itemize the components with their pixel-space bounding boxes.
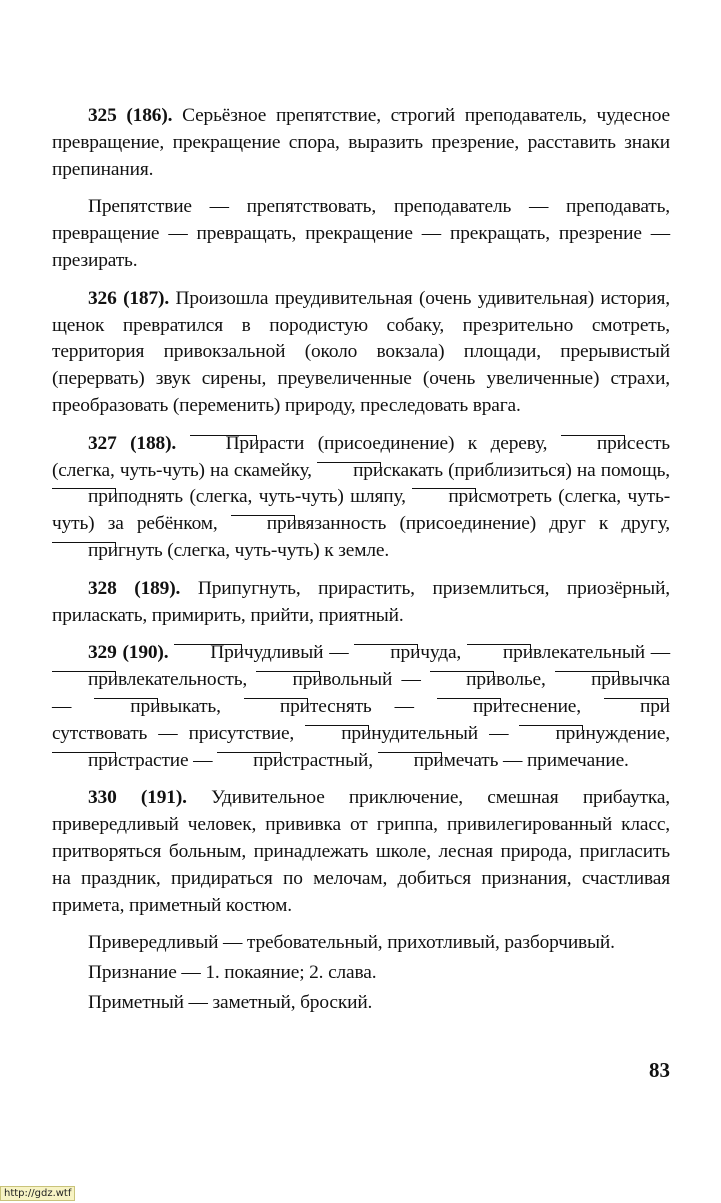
exercise-paragraph <box>52 640 670 774</box>
prefix-mark: при <box>217 748 283 775</box>
exercise-paragraph <box>52 785 670 919</box>
text-segment: Произошла преудивительная (очень удивительная) история, щенок превратился в породистую собаку, презрительно смотреть, территория привокзальной (около вокзала) площади, прерывистый (перервать) звук сирены, преувеличенные (очень увеличенные) страхи, преобразовать (переменить) природу, преследовать врага. <box>52 287 670 416</box>
text-segment: нудительный — <box>371 722 520 744</box>
text-segment: расти (присоединение) к дереву, <box>259 432 561 454</box>
text-segment: волье, <box>496 669 556 691</box>
exercise-paragraph <box>52 286 670 420</box>
exercise-number: 328 (189). <box>88 577 181 599</box>
text-segment: нуждение, <box>585 722 670 744</box>
exercise-paragraph <box>52 431 670 565</box>
text-segment: Серьёзное препятствие, строгий преподаватель, чудесное превращение, прекращение спора, выразить презрение, расставить знаки препинания. <box>52 105 670 180</box>
text-segment: влекательность, <box>118 669 257 691</box>
prefix-mark: при <box>52 538 118 565</box>
prefix-mark: при <box>94 694 160 721</box>
prefix-mark: при <box>519 721 585 748</box>
exercise-number: 329 (190). <box>88 642 169 664</box>
prefix-mark: при <box>317 458 383 485</box>
text-segment: Приметный — заметный, броский. <box>88 991 373 1013</box>
text-segment: чуда, <box>420 642 467 664</box>
exercise-paragraph <box>52 576 670 630</box>
prefix-mark: при <box>412 484 478 511</box>
prefix-mark: при <box>378 748 444 775</box>
prefix-mark: при <box>231 511 297 538</box>
page-number: 83 <box>649 1058 670 1082</box>
text-segment: Припугнуть, прирастить, приземлиться, приозёрный, приласкать, примирить, прийти, приятный. <box>52 577 670 626</box>
prefix-mark: при <box>52 484 118 511</box>
text-segment: вычка — <box>52 669 670 717</box>
exercise-number: 330 (191). <box>88 787 187 809</box>
prefix-mark: при <box>561 431 627 458</box>
prefix-mark: при <box>604 694 670 721</box>
prefix-mark: при <box>437 694 503 721</box>
page-text <box>52 103 670 1020</box>
text-segment: гнуть (слегка, чуть-чуть) к земле. <box>118 539 390 561</box>
answer-paragraph <box>52 960 670 987</box>
text-segment: Препятствие — препятствовать, преподаватель — преподавать, превращение — превращать, прекращение — прекращать, презрение — презирать. <box>52 196 670 271</box>
exercise-number: 327 (188). <box>88 432 177 454</box>
text-segment: влекательный — <box>532 642 670 664</box>
prefix-mark: При <box>190 431 260 458</box>
prefix-mark: при <box>52 667 118 694</box>
text-segment: вольный — <box>322 669 431 691</box>
text-segment: вязанность (присоединение) друг к другу, <box>296 513 670 535</box>
answer-paragraph <box>52 194 670 274</box>
text-segment: сутствовать — присутствие, <box>52 722 306 744</box>
prefix-mark: при <box>256 667 322 694</box>
text-segment: чудливый — <box>243 642 355 664</box>
answer-paragraph <box>52 990 670 1017</box>
exercise-number: 326 (187). <box>88 287 170 309</box>
text-segment: выкать, <box>160 695 244 717</box>
prefix-mark: при <box>467 640 533 667</box>
prefix-mark: При <box>174 640 244 667</box>
watermark-link[interactable]: http://gdz.wtf <box>0 1186 75 1201</box>
text-segment: Удивительное приключение, смешная прибаутка, привередливый человек, прививка от гриппа, привилегированный класс, притворяться больным, принадлежать школе, лесная природа, пригласить на праздник, придираться по мелочам, добиться признания, счастливая примета, приметный костюм. <box>52 787 670 916</box>
text-segment: страстный, <box>283 749 378 771</box>
answer-paragraph <box>52 930 670 957</box>
text-segment: поднять (слегка, чуть-чуть) шляпу, <box>118 486 413 508</box>
text-segment: Привередливый — требовательный, прихотливый, разборчивый. <box>88 932 615 954</box>
prefix-mark: при <box>305 721 371 748</box>
text-segment: скакать (приблизиться) на помощь, <box>383 459 671 481</box>
text-segment: смотреть (слегка, чуть-чуть) за ребёнком, <box>52 486 670 535</box>
text-segment: теснять — <box>309 695 437 717</box>
prefix-mark: при <box>52 748 118 775</box>
prefix-mark: при <box>354 640 420 667</box>
exercise-paragraph <box>52 103 670 183</box>
prefix-mark: при <box>244 694 310 721</box>
text-segment: страстие — <box>118 749 218 771</box>
text-segment: Признание — 1. покаяние; 2. слава. <box>88 962 377 984</box>
exercise-number: 325 (186). <box>88 105 173 126</box>
text-segment: сесть (слегка, чуть-чуть) на скамейку, <box>52 432 670 481</box>
prefix-mark: при <box>430 667 496 694</box>
text-segment: мечать — примечание. <box>443 749 629 771</box>
text-segment: теснение, <box>502 695 604 717</box>
prefix-mark: при <box>555 667 621 694</box>
